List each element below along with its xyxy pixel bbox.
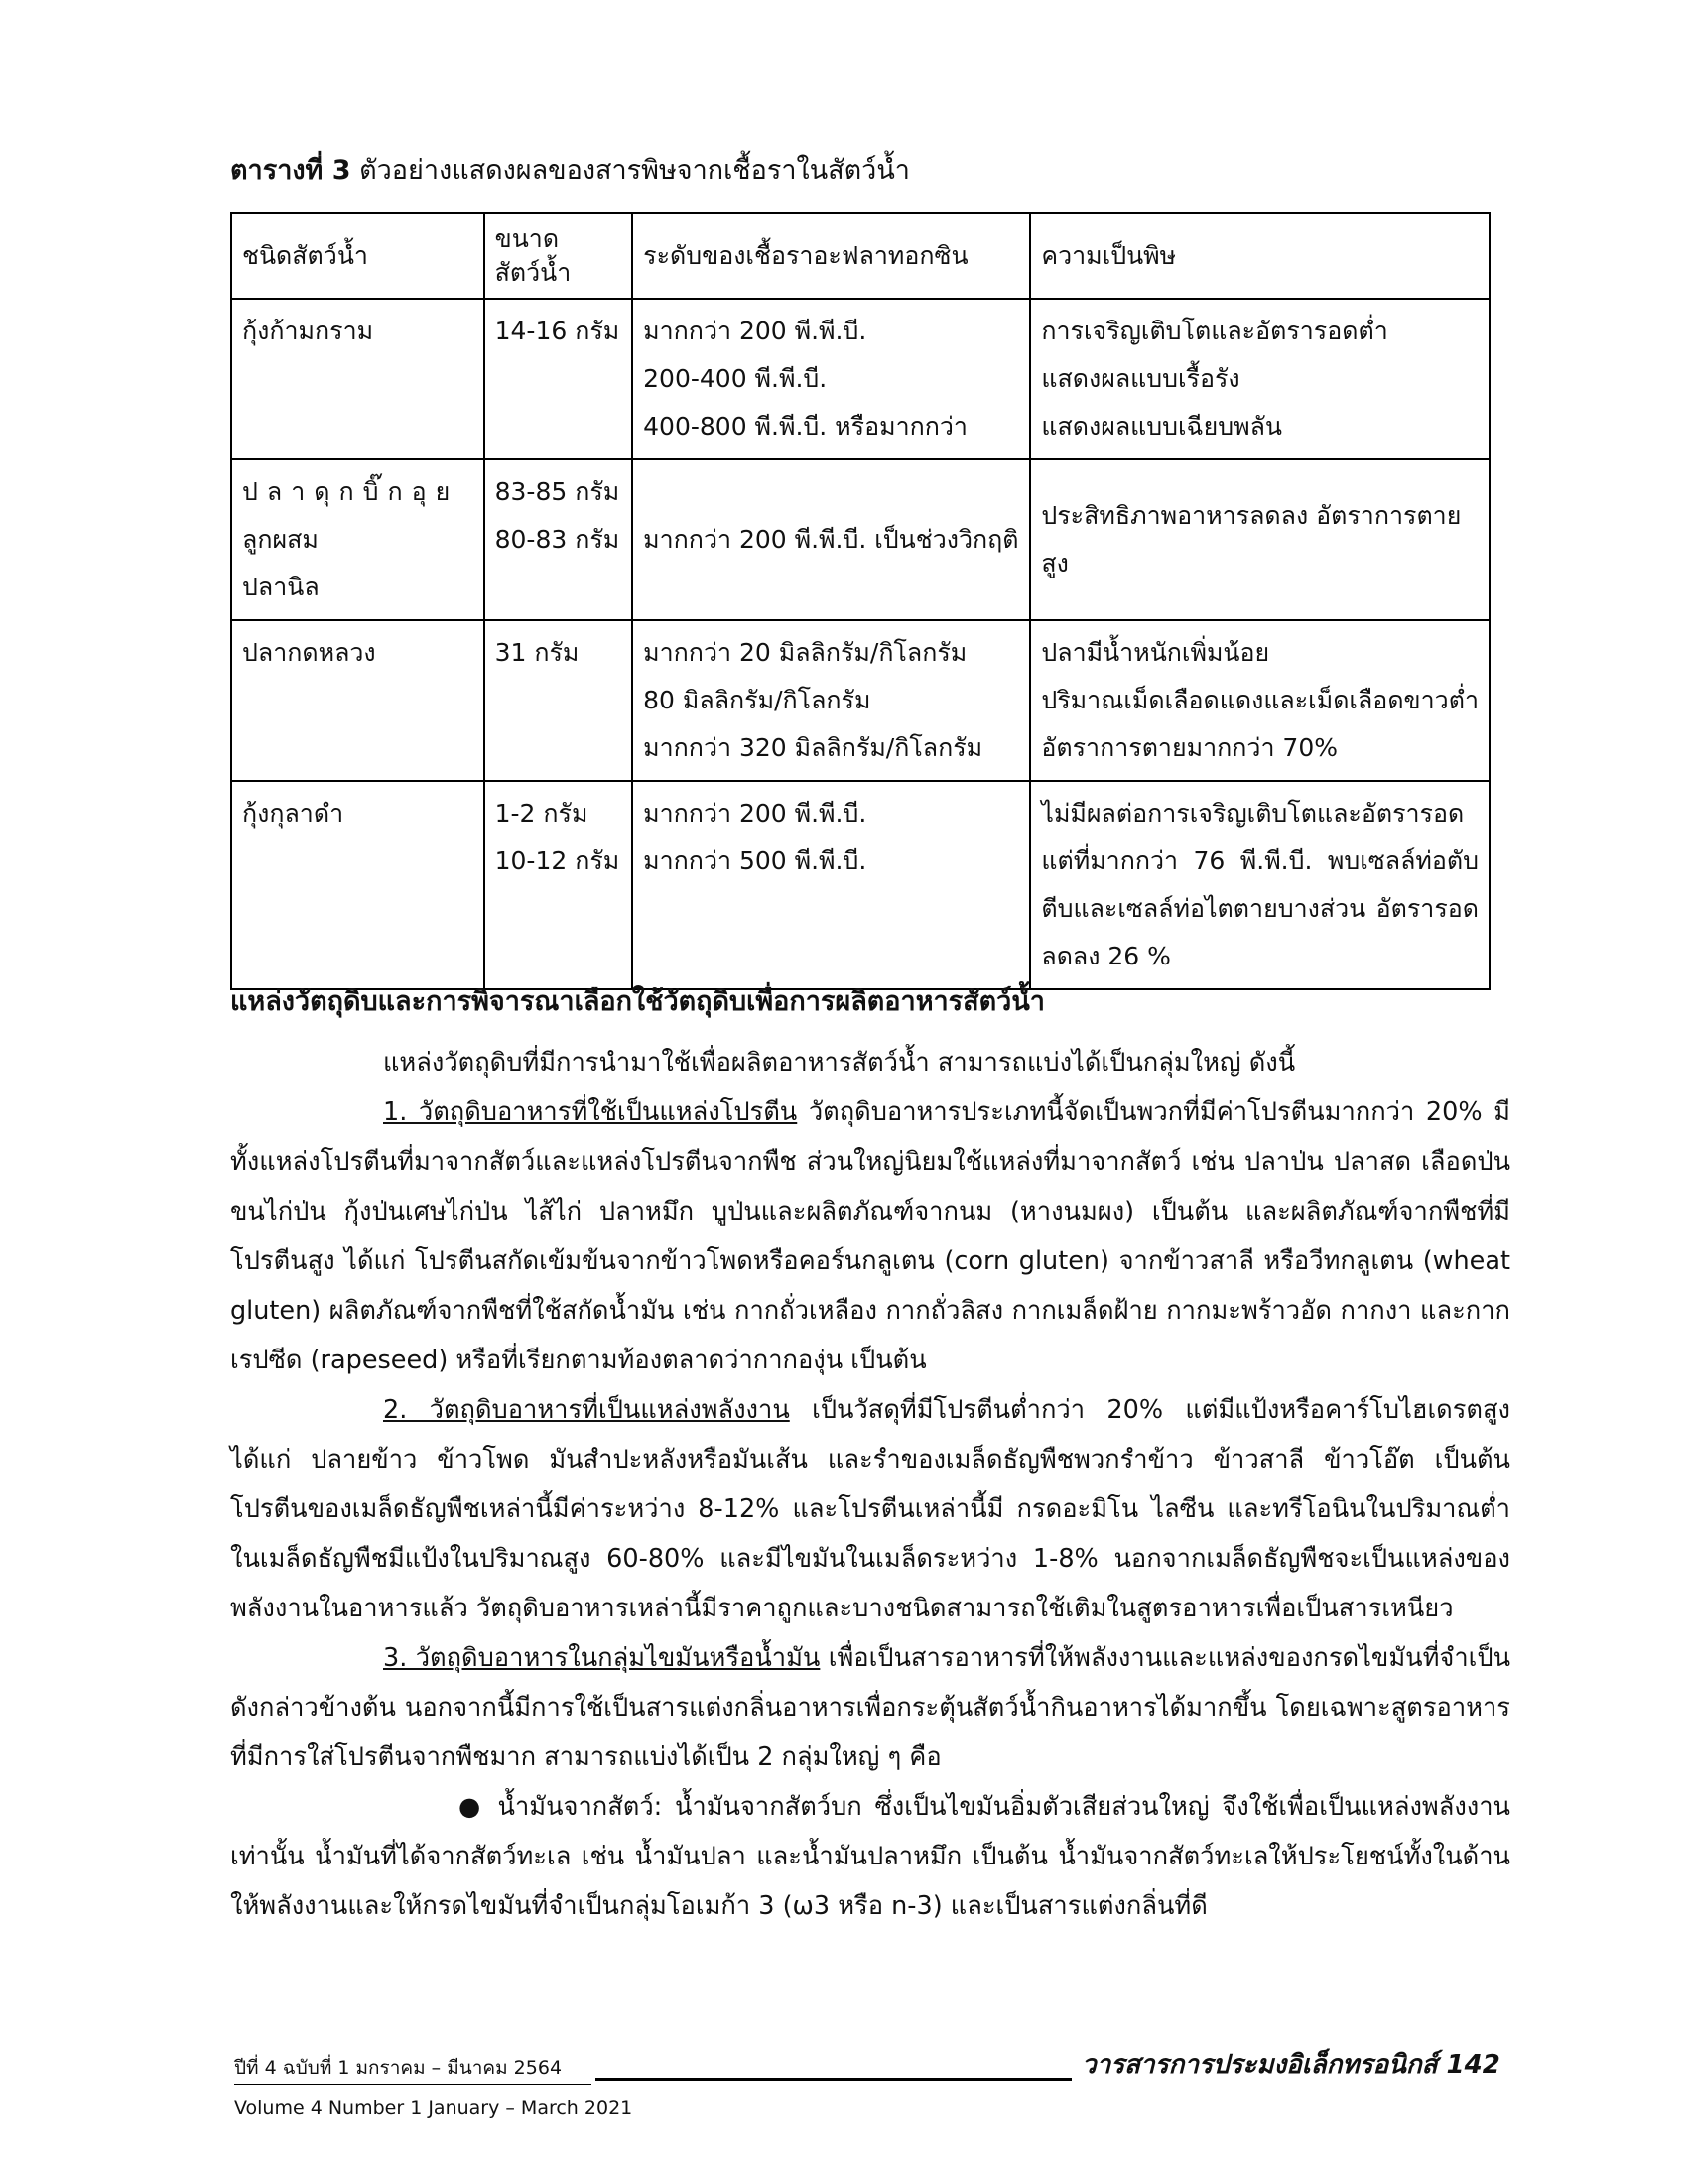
footer-journal — [1082, 2044, 1500, 2085]
fat-paragraph: 3. วัตถุดิบอาหารในกลุ่มไขมันหรือน้ำมัน เพื่อเป็นสารอาหารที่ให้พลังงานและแหล่งของกรดไขมันที่จำเป็นดังกล่าวข้างต้น นอกจากนี้มีการใช้เป็นสารแต่งกลิ่นอาหารเพื่อกระตุ้นสัตว์น้ำกินอาหารได้มากขึ้น โดยเฉพาะสูตรอาหารที่มีการใส่โปรตีนจากพืชมาก สามารถแบ่งได้เป็น 2 กลุ่มใหญ่ ๆ คือ — [230, 1643, 1510, 1772]
cell-size: 83-85 กรัม 80-83 กรัม — [484, 459, 633, 620]
section-heading: แหล่งวัตถุดิบและการพิจารณาเลือกใช้วัตถุดิบเพื่อการผลิตอาหารสัตว์น้ำ — [230, 986, 1045, 1017]
footer-rule-left — [234, 2084, 591, 2085]
intro-paragraph: แหล่งวัตถุดิบที่มีการนำมาใช้เพื่อผลิตอาหารสัตว์น้ำ สามารถแบ่งได้เป็นกลุ่มใหญ่ ดังนี้ — [383, 1048, 1296, 1078]
aflatoxin-table — [230, 212, 1491, 990]
table-caption — [230, 151, 910, 191]
cell-toxicity: ไม่มีผลต่อการเจริญเติบโตและอัตรารอด แต่ที่มากกว่า 76 พี.พี.บี. พบเซลล์ท่อตับตีบและเซลล์ท่อไตตายบางส่วน อัตรารอดลดลง 26 % — [1030, 781, 1490, 989]
cell-level: มากกว่า 200 พี.พี.บี. มากกว่า 500 พี.พี.บี. — [632, 781, 1030, 989]
table-row — [231, 459, 1490, 620]
footer-issue-en: Volume 4 Number 1 January – March 2021 — [234, 2097, 633, 2119]
cell-toxicity: ปลามีน้ำหนักเพิ่มน้อย ปริมาณเม็ดเลือดแดงและเม็ดเลือดขาวต่ำ อัตราการตายมากกว่า 70% — [1030, 620, 1490, 781]
table-row — [231, 620, 1490, 781]
cell-toxicity: การเจริญเติบโตและอัตรารอดต่ำ แสดงผลแบบเรื้อรัง แสดงผลแบบเฉียบพลัน — [1030, 299, 1490, 459]
cell-toxicity: ประสิทธิภาพอาหารลดลง อัตราการตายสูง — [1030, 459, 1490, 620]
cell-size: 1-2 กรัม 10-12 กรัม — [484, 781, 633, 989]
cell-species: กุ้งกุลาดำ — [231, 781, 484, 989]
header-size: ขนาด สัตว์น้ำ — [484, 213, 633, 299]
table-caption-text: ตัวอย่างแสดงผลของสารพิษจากเชื้อราในสัตว์น้ำ — [350, 155, 910, 186]
cell-level: มากกว่า 200 พี.พี.บี. เป็นช่วงวิกฤติ — [632, 459, 1030, 620]
footer-rule — [595, 2078, 1072, 2081]
energy-title: 2. วัตถุดิบอาหารที่เป็นแหล่งพลังงาน — [383, 1395, 790, 1425]
body-text — [230, 1038, 1510, 1931]
protein-title: 1. วัตถุดิบอาหารที่ใช้เป็นแหล่งโปรตีน — [383, 1097, 798, 1127]
fat-title: 3. วัตถุดิบอาหารในกลุ่มไขมันหรือน้ำมัน — [383, 1643, 821, 1673]
cell-size: 31 กรัม — [484, 620, 633, 781]
cell-species: ปลากดหลวง — [231, 620, 484, 781]
cell-species: ปลาดุกบิ๊กอุย ลูกผสม ปลานิล — [231, 459, 484, 620]
page-number: 142 — [1446, 2050, 1500, 2080]
header-species: ชนิดสัตว์น้ำ — [231, 213, 484, 299]
protein-paragraph: 1. วัตถุดิบอาหารที่ใช้เป็นแหล่งโปรตีน วัตถุดิบอาหารประเภทนี้จัดเป็นพวกที่มีค่าโปรตีนมากกว่า 20% มีทั้งแหล่งโปรตีนที่มาจากสัตว์และแหล่งโปรตีนจากพืช ส่วนใหญ่นิยมใช้แหล่งที่มาจากสัตว์ เช่น ปลาป่น ปลาสด เลือดป่น ขนไก่ป่น กุ้งป่นเศษไก่ป่น ไส้ไก่ ปลาหมึก บูป่นและผลิตภัณฑ์จากนม (หางนมผง) เป็นต้น และผลิตภัณฑ์จากพืชที่มีโปรตีนสูง ได้แก่ โปรตีนสกัดเข้มข้นจากข้าวโพดหรือคอร์นกลูเตน (corn gluten) จากข้าวสาลี หรือวีทกลูเตน (wheat gluten) ผลิตภัณฑ์จากพืชที่ใช้สกัดน้ำมัน เช่น กากถั่วเหลือง กากถั่วลิสง กากเมล็ดฝ้าย กากมะพร้าวอัด กากงา และกากเรปซีด (rapeseed) หรือที่เรียกตามท้องตลาดว่ากากองุ่น เป็นต้น — [230, 1097, 1510, 1375]
table-row — [231, 781, 1490, 989]
cell-species: กุ้งก้ามกราม — [231, 299, 484, 459]
cell-level: มากกว่า 200 พี.พี.บี. 200-400 พี.พี.บี. 400-800 พี.พี.บี. หรือมากกว่า — [632, 299, 1030, 459]
journal-name: วารสารการประมงอิเล็กทรอนิกส์ — [1082, 2050, 1438, 2080]
animal-oil-bullet: ● น้ำมันจากสัตว์: น้ำมันจากสัตว์บก ซึ่งเป็นไขมันอิ่มตัวเสียส่วนใหญ่ จึงใช้เพื่อเป็นแหล่งพลังงานเท่านั้น น้ำมันที่ได้จากสัตว์ทะเล เช่น น้ำมันปลา และน้ำมันปลาหมึก เป็นต้น น้ำมันจากสัตว์ทะเลให้ประโยชน์ทั้งในด้านให้พลังงานและให้กรดไขมันที่จำเป็นกลุ่มโอเมก้า 3 (ω3 หรือ n-3) และเป็นสารแต่งกลิ่นที่ดี — [230, 1792, 1510, 1921]
footer-issue-th: ปีที่ 4 ฉบับที่ 1 มกราคม – มีนาคม 2564 — [234, 2057, 563, 2079]
footer-issue — [234, 2054, 632, 2121]
cell-size: 14-16 กรัม — [484, 299, 633, 459]
table-header-row — [231, 213, 1490, 299]
header-level: ระดับของเชื้อราอะฟลาทอกซิน — [632, 213, 1030, 299]
cell-level: มากกว่า 20 มิลลิกรัม/กิโลกรัม 80 มิลลิกรัม/กิโลกรัม มากกว่า 320 มิลลิกรัม/กิโลกรัม — [632, 620, 1030, 781]
energy-paragraph: 2. วัตถุดิบอาหารที่เป็นแหล่งพลังงาน เป็นวัสดุที่มีโปรตีนต่ำกว่า 20% แต่มีแป้งหรือคาร์โบไฮเดรตสูง ได้แก่ ปลายข้าว ข้าวโพด มันสำปะหลังหรือมันเส้น และรำของเมล็ดธัญพืชพวกรำข้าว ข้าวสาลี ข้าวโอ๊ต เป็นต้น โปรตีนของเมล็ดธัญพืชเหล่านี้มีค่าระหว่าง 8-12% และโปรตีนเหล่านี้มี กรดอะมิโน ไลซีน และทรีโอนินในปริมาณต่ำ ในเมล็ดธัญพืชมีแป้งในปริมาณสูง 60-80% และมีไขมันในเมล็ดระหว่าง 1-8% นอกจากเมล็ดธัญพืชจะเป็นแหล่งของพลังงานในอาหารแล้ว วัตถุดิบอาหารเหล่านี้มีราคาถูกและบางชนิดสามารถใช้เติมในสูตรอาหารเพื่อเป็นสารเหนียว — [230, 1395, 1510, 1623]
table-row — [231, 299, 1490, 459]
header-toxicity: ความเป็นพิษ — [1030, 213, 1490, 299]
table-caption-label: ตารางที่ 3 — [230, 155, 351, 186]
